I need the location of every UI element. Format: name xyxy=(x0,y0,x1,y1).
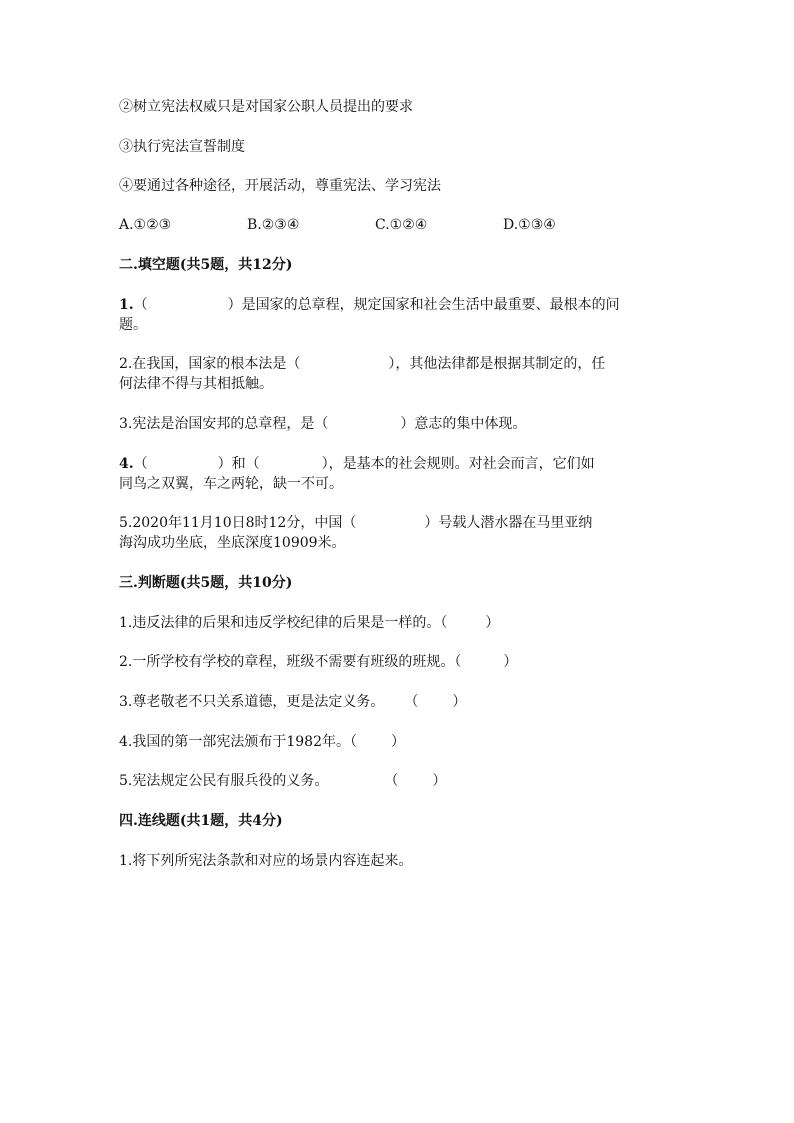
section-heading-matching: 四.连线题(共1题，共4分) xyxy=(119,813,283,829)
judge-q1-close: ） xyxy=(485,615,500,631)
fill-q5-line1 xyxy=(119,513,592,533)
option-c: C.①②④ xyxy=(375,217,428,233)
fill-q4-mid: ）和（ xyxy=(217,456,260,472)
fill-q5-text-b: ）号载人潜水器在马里亚纳 xyxy=(424,515,593,531)
judge-q3-close: ） xyxy=(452,694,467,710)
judge-q5-open: （ xyxy=(384,773,399,789)
fill-q2-text-b: ），其他法律都是根据其制定的，任 xyxy=(388,356,606,372)
section-heading-judge: 三.判断题(共5题，共10分) xyxy=(119,575,293,591)
judge-q4-close: ） xyxy=(391,734,405,750)
fill-q1-number: 1. xyxy=(119,297,134,313)
matching-q1: 1.将下列所宪法条款和对应的场景内容连起来。 xyxy=(119,853,413,869)
judge-q4-open: （ xyxy=(350,734,357,750)
judge-q3 xyxy=(119,692,466,712)
judge-q4-text: 4.我国的第一部宪法颁布于1982年。 xyxy=(119,734,350,750)
fill-q2-line1 xyxy=(119,354,605,374)
fill-q1-open: （ xyxy=(133,297,148,313)
judge-q2-close: ） xyxy=(503,654,518,670)
judge-q3-text: 3.尊老敬老不只关系道德，更是法定义务。 xyxy=(119,694,385,710)
fill-q3 xyxy=(119,414,526,434)
option-b: B.②③④ xyxy=(247,217,300,233)
option-a: A.①②③ xyxy=(119,217,172,233)
judge-q1 xyxy=(119,613,499,633)
statement-3: ③执行宪法宣誓制度 xyxy=(119,139,245,155)
fill-q1-line1 xyxy=(119,295,620,315)
judge-q2-open: （ xyxy=(454,654,462,670)
judge-q5-text: 5.宪法规定公民有服兵役的义务。 xyxy=(119,773,329,789)
section-heading-fill-blank: 二.填空题(共5题，共12分) xyxy=(119,257,293,273)
option-d: D.①③④ xyxy=(503,217,556,233)
fill-q3-text-b: ）意志的集中体现。 xyxy=(400,416,527,432)
judge-q1-text: 1.违反法律的后果和违反学校纪律的后果是一样的。 xyxy=(119,615,441,631)
judge-q2-text: 2.一所学校有学校的章程，班级不需要有班级的班规。 xyxy=(119,654,455,670)
fill-q1-text: ）是国家的总章程，规定国家和社会生活中最重要、最根本的问 xyxy=(227,297,620,313)
fill-q2-line2: 何法律不得与其相抵触。 xyxy=(119,376,273,392)
judge-q5 xyxy=(119,771,446,791)
statement-4: ④要通过各种途径，开展活动，尊重宪法、学习宪法 xyxy=(119,178,441,194)
fill-q1-line2: 题。 xyxy=(119,317,147,333)
judge-q3-open: （ xyxy=(404,694,419,710)
fill-q2-text-a: 2.在我国，国家的根本法是（ xyxy=(119,356,301,372)
fill-q4-line1 xyxy=(119,454,595,474)
judge-q1-open: （ xyxy=(440,615,448,631)
judge-q4 xyxy=(119,732,405,752)
statement-2: ②树立宪法权威只是对国家公职人员提出的要求 xyxy=(119,99,413,115)
fill-q5-line2: 海沟成功坐底，坐底深度10909米。 xyxy=(119,535,346,551)
judge-q5-close: ） xyxy=(432,773,447,789)
fill-q4-line2: 同鸟之双翼，车之两轮，缺一不可。 xyxy=(119,476,343,492)
fill-q4-number: 4. xyxy=(119,456,134,472)
judge-q2 xyxy=(119,652,517,672)
fill-q3-text-a: 3.宪法是治国安邦的总章程，是（ xyxy=(119,416,329,432)
fill-q4-open: （ xyxy=(133,456,148,472)
fill-q5-text-a: 5.2020年11月10日8时12分，中国（ xyxy=(119,515,357,531)
fill-q4-text: ），是基本的社会规则。对社会而言，它们如 xyxy=(321,456,595,472)
